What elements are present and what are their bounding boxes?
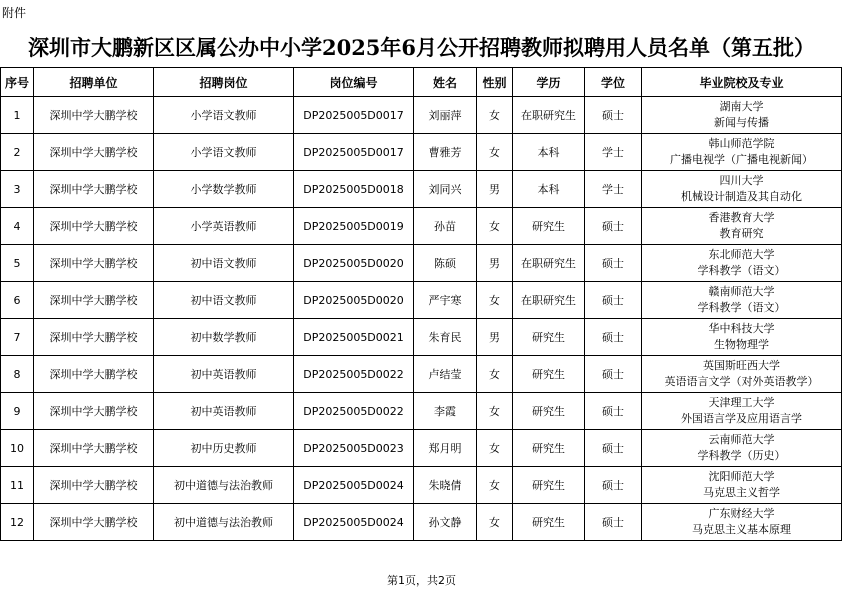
cell-school-major — [642, 208, 842, 245]
cell-code: DP2025005D0022 — [294, 393, 414, 430]
major-name: 外国语言学及应用语言学 — [681, 412, 802, 425]
cell-post: 初中数学教师 — [154, 319, 294, 356]
cell-unit: 深圳中学大鹏学校 — [34, 393, 154, 430]
cell-gender: 女 — [477, 393, 513, 430]
cell-code: DP2025005D0023 — [294, 430, 414, 467]
major-name: 生物物理学 — [714, 338, 769, 351]
cell-school-major — [642, 504, 842, 541]
cell-no: 11 — [1, 467, 34, 504]
cell-education: 研究生 — [513, 208, 585, 245]
cell-no: 1 — [1, 97, 34, 134]
table-row — [1, 319, 842, 356]
table-row — [1, 393, 842, 430]
cell-education: 本科 — [513, 134, 585, 171]
cell-no: 4 — [1, 208, 34, 245]
school-name: 四川大学 — [719, 174, 764, 187]
cell-unit: 深圳中学大鹏学校 — [34, 504, 154, 541]
major-name: 学科教学（语文） — [697, 301, 786, 314]
cell-name: 李霞 — [414, 393, 477, 430]
cell-degree: 硕士 — [585, 319, 642, 356]
cell-school-major — [642, 393, 842, 430]
column-header-code: 岗位编号 — [294, 68, 414, 97]
cell-code: DP2025005D0017 — [294, 134, 414, 171]
table-header-row — [1, 68, 842, 97]
cell-name: 朱晓倩 — [414, 467, 477, 504]
cell-school-major — [642, 319, 842, 356]
major-name: 英语语言文学（对外英语教学） — [664, 375, 819, 388]
cell-name: 朱育民 — [414, 319, 477, 356]
cell-unit: 深圳中学大鹏学校 — [34, 356, 154, 393]
cell-education: 本科 — [513, 171, 585, 208]
column-header-gender: 性别 — [477, 68, 513, 97]
cell-no: 3 — [1, 171, 34, 208]
cell-name: 曹雅芳 — [414, 134, 477, 171]
table-row — [1, 356, 842, 393]
cell-degree: 硕士 — [585, 97, 642, 134]
table-row — [1, 97, 842, 134]
cell-education: 在职研究生 — [513, 245, 585, 282]
cell-education: 研究生 — [513, 319, 585, 356]
school-name: 赣南师范大学 — [708, 285, 775, 298]
cell-education: 研究生 — [513, 504, 585, 541]
cell-school-major — [642, 245, 842, 282]
cell-education: 研究生 — [513, 430, 585, 467]
cell-name: 刘丽萍 — [414, 97, 477, 134]
cell-name: 陈硕 — [414, 245, 477, 282]
cell-code: DP2025005D0018 — [294, 171, 414, 208]
cell-gender: 女 — [477, 97, 513, 134]
cell-no: 6 — [1, 282, 34, 319]
cell-no: 9 — [1, 393, 34, 430]
table-row — [1, 208, 842, 245]
cell-unit: 深圳中学大鹏学校 — [34, 134, 154, 171]
cell-code: DP2025005D0022 — [294, 356, 414, 393]
cell-post: 初中英语教师 — [154, 393, 294, 430]
table-row — [1, 467, 842, 504]
hiring-roster-table — [0, 67, 842, 541]
cell-post: 初中英语教师 — [154, 356, 294, 393]
cell-degree: 硕士 — [585, 504, 642, 541]
cell-education: 在职研究生 — [513, 282, 585, 319]
cell-post: 初中语文教师 — [154, 245, 294, 282]
school-name: 英国斯旺西大学 — [703, 359, 780, 372]
major-name: 新闻与传播 — [714, 116, 769, 129]
table-row — [1, 430, 842, 467]
cell-unit: 深圳中学大鹏学校 — [34, 208, 154, 245]
table-row — [1, 171, 842, 208]
cell-school-major — [642, 97, 842, 134]
attachment-label: 附件 — [2, 6, 27, 20]
cell-name: 孙苗 — [414, 208, 477, 245]
cell-post: 初中历史教师 — [154, 430, 294, 467]
cell-school-major — [642, 282, 842, 319]
cell-school-major — [642, 467, 842, 504]
cell-post: 初中道德与法治教师 — [154, 467, 294, 504]
cell-gender: 男 — [477, 245, 513, 282]
cell-no: 8 — [1, 356, 34, 393]
table-row — [1, 504, 842, 541]
column-header-education: 学历 — [513, 68, 585, 97]
table-row — [1, 245, 842, 282]
cell-no: 7 — [1, 319, 34, 356]
cell-code: DP2025005D0020 — [294, 282, 414, 319]
cell-education: 研究生 — [513, 467, 585, 504]
table-row — [1, 134, 842, 171]
school-name: 湖南大学 — [719, 100, 764, 113]
cell-unit: 深圳中学大鹏学校 — [34, 282, 154, 319]
cell-school-major — [642, 171, 842, 208]
cell-name: 刘同兴 — [414, 171, 477, 208]
cell-code: DP2025005D0021 — [294, 319, 414, 356]
cell-education: 研究生 — [513, 393, 585, 430]
cell-unit: 深圳中学大鹏学校 — [34, 171, 154, 208]
cell-unit: 深圳中学大鹏学校 — [34, 245, 154, 282]
column-header-degree: 学位 — [585, 68, 642, 97]
cell-post: 小学语文教师 — [154, 134, 294, 171]
cell-name: 郑月明 — [414, 430, 477, 467]
cell-degree: 硕士 — [585, 467, 642, 504]
cell-code: DP2025005D0020 — [294, 245, 414, 282]
cell-education: 研究生 — [513, 356, 585, 393]
cell-code: DP2025005D0024 — [294, 467, 414, 504]
page-footer: 第1页，共2页 — [387, 574, 456, 587]
cell-code: DP2025005D0024 — [294, 504, 414, 541]
cell-gender: 女 — [477, 430, 513, 467]
cell-gender: 女 — [477, 356, 513, 393]
major-name: 学科教学（语文） — [697, 264, 786, 277]
school-name: 华中科技大学 — [708, 322, 775, 335]
major-name: 马克思主义哲学 — [703, 486, 780, 499]
cell-post: 初中道德与法治教师 — [154, 504, 294, 541]
cell-name: 孙文静 — [414, 504, 477, 541]
school-name: 沈阳师范大学 — [708, 470, 775, 483]
major-name: 教育研究 — [719, 227, 764, 240]
major-name: 马克思主义基本原理 — [692, 523, 791, 536]
cell-gender: 女 — [477, 504, 513, 541]
cell-gender: 女 — [477, 467, 513, 504]
cell-unit: 深圳中学大鹏学校 — [34, 430, 154, 467]
cell-degree: 学士 — [585, 171, 642, 208]
cell-no: 12 — [1, 504, 34, 541]
cell-education: 在职研究生 — [513, 97, 585, 134]
cell-post: 小学语文教师 — [154, 97, 294, 134]
cell-school-major — [642, 134, 842, 171]
cell-degree: 硕士 — [585, 430, 642, 467]
column-header-post: 招聘岗位 — [154, 68, 294, 97]
cell-school-major — [642, 430, 842, 467]
cell-unit: 深圳中学大鹏学校 — [34, 467, 154, 504]
school-name: 天津理工大学 — [708, 396, 775, 409]
school-name: 韩山师范学院 — [708, 137, 775, 150]
major-name: 广播电视学（广播电视新闻） — [670, 153, 813, 166]
school-name: 香港教育大学 — [708, 211, 775, 224]
cell-unit: 深圳中学大鹏学校 — [34, 319, 154, 356]
cell-gender: 男 — [477, 171, 513, 208]
table-row — [1, 282, 842, 319]
cell-code: DP2025005D0017 — [294, 97, 414, 134]
cell-post: 初中语文教师 — [154, 282, 294, 319]
column-header-unit: 招聘单位 — [34, 68, 154, 97]
cell-name: 严宇寒 — [414, 282, 477, 319]
cell-degree: 硕士 — [585, 208, 642, 245]
cell-no: 2 — [1, 134, 34, 171]
cell-degree: 硕士 — [585, 393, 642, 430]
cell-name: 卢结莹 — [414, 356, 477, 393]
cell-unit: 深圳中学大鹏学校 — [34, 97, 154, 134]
cell-code: DP2025005D0019 — [294, 208, 414, 245]
cell-school-major — [642, 356, 842, 393]
cell-no: 10 — [1, 430, 34, 467]
major-name: 学科教学（历史） — [697, 449, 786, 462]
cell-post: 小学数学教师 — [154, 171, 294, 208]
cell-post: 小学英语教师 — [154, 208, 294, 245]
column-header-name: 姓名 — [414, 68, 477, 97]
cell-gender: 女 — [477, 208, 513, 245]
cell-degree: 学士 — [585, 134, 642, 171]
page-title: 深圳市大鹏新区区属公办中小学2025年6月公开招聘教师拟聘用人员名单（第五批） — [27, 35, 816, 60]
column-header-school-major: 毕业院校及专业 — [642, 68, 842, 97]
major-name: 机械设计制造及其自动化 — [681, 190, 802, 203]
cell-degree: 硕士 — [585, 356, 642, 393]
column-header-no: 序号 — [1, 68, 34, 97]
school-name: 东北师范大学 — [708, 248, 775, 261]
cell-degree: 硕士 — [585, 282, 642, 319]
cell-no: 5 — [1, 245, 34, 282]
school-name: 广东财经大学 — [708, 507, 775, 520]
cell-gender: 女 — [477, 282, 513, 319]
cell-gender: 男 — [477, 319, 513, 356]
cell-gender: 女 — [477, 134, 513, 171]
cell-degree: 硕士 — [585, 245, 642, 282]
school-name: 云南师范大学 — [708, 433, 775, 446]
